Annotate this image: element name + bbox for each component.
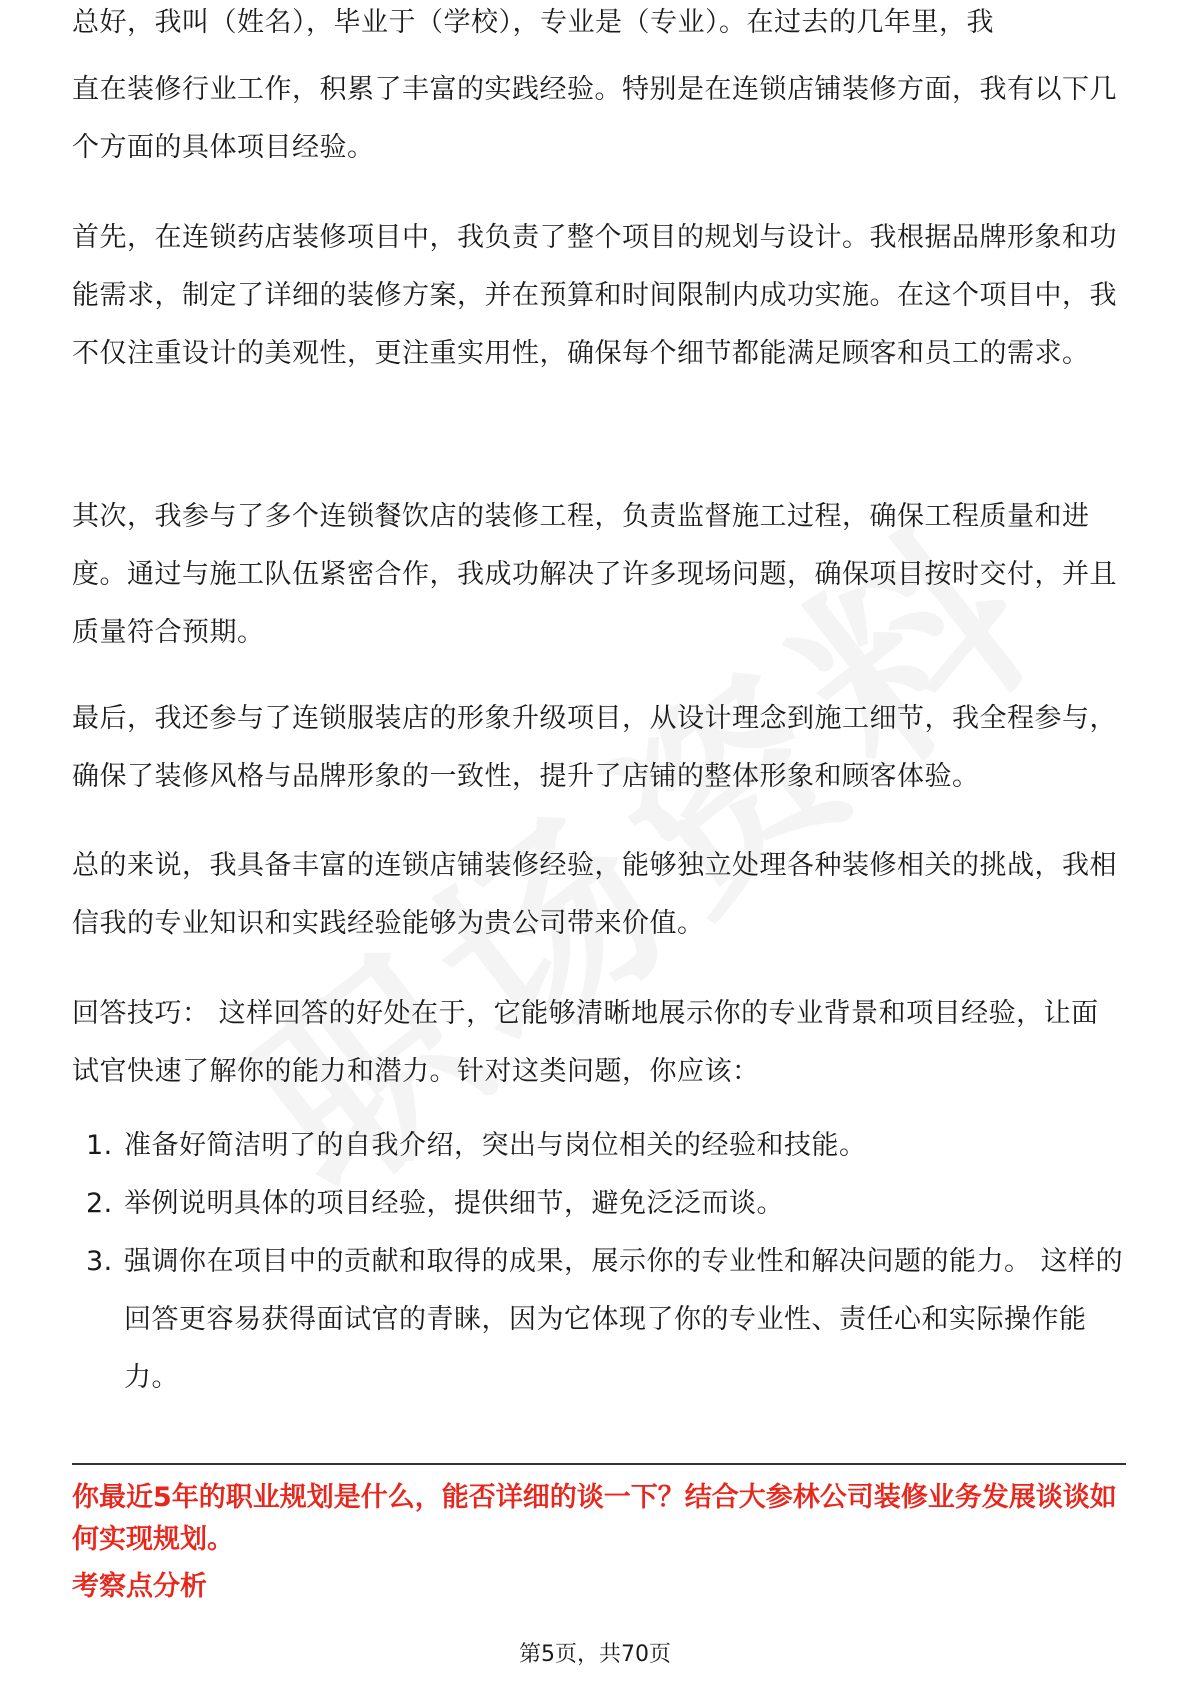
list-number: 1. [86,1130,113,1161]
list-text: 举例说明具体的项目经验，提供细节，避免泛泛而谈。 [124,1188,784,1219]
next-question-heading: 你最近5年的职业规划是什么，能否详细的谈一下？结合大参林公司装修业务发展谈谈如何实现规划。 [72,1482,1117,1555]
page-number: 第5页，共70页 [519,1642,671,1667]
paragraph-summary: 总的来说，我具备丰富的连锁店铺装修经验，能够独立处理各种装修相关的挑战，我相信我的专业知识和实践经验能够为贵公司带来价值。 [72,850,1117,939]
list-item [72,1233,1126,1407]
list-item [72,1117,1126,1175]
partial-top-line-text: 总好，我叫（姓名），毕业于（学校），专业是（专业）。在过去的几年里，我 [72,7,994,38]
paragraph-intro: 直在装修行业工作，积累了丰富的实践经验。特别是在连锁店铺装修方面，我有以下几个方面的具体项目经验。 [72,74,1117,163]
list-number: 2. [86,1188,113,1219]
paragraph-pharmacy: 首先，在连锁药店装修项目中，我负责了整个项目的规划与设计。我根据品牌形象和功能需求，制定了详细的装修方案，并在预算和时间限制内成功实施。在这个项目中，我不仅注重设计的美观性，更注重实用性，确保每个细节都能满足顾客和员工的需求。 [72,222,1117,369]
paragraph-restaurant: 其次，我参与了多个连锁餐饮店的装修工程，负责监督施工过程，确保工程质量和进度。通过与施工队伍紧密合作，我成功解决了许多现场问题，确保项目按时交付，并且质量符合预期。 [72,501,1117,648]
list-text: 强调你在项目中的贡献和取得的成果，展示你的专业性和解决问题的能力。 这样的回答更容易获得面试官的青睐，因为它体现了你的专业性、责任心和实际操作能力。 [124,1246,1124,1393]
list-number: 3. [86,1246,113,1277]
list-text: 准备好简洁明了的自我介绍，突出与岗位相关的经验和技能。 [124,1130,867,1161]
tips-list [72,1117,1126,1407]
paragraph-answer-tips: 回答技巧： 这样回答的好处在于，它能够清晰地展示你的专业背景和项目经验，让面试官快速了解你的能力和潜力。针对这类问题，你应该： [72,998,1099,1087]
list-item [72,1175,1126,1233]
section-divider [72,1463,1126,1465]
paragraph-clothing: 最后，我还参与了连锁服装店的形象升级项目，从设计理念到施工细节，我全程参与，确保了装修风格与品牌形象的一致性，提升了店铺的整体形象和顾客体验。 [72,703,1117,792]
analysis-heading: 考察点分析 [72,1571,207,1602]
